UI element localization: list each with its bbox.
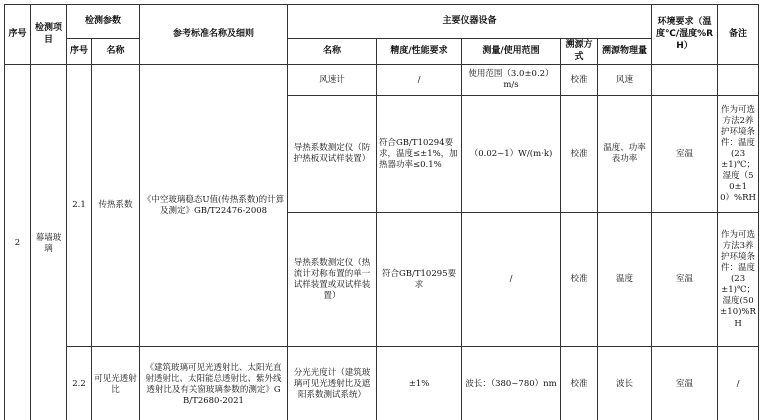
environment-value: 室温 bbox=[652, 213, 718, 347]
range-value: （0.02~1）W/(m·k) bbox=[462, 96, 561, 213]
header-param-serial: 序号 bbox=[67, 39, 92, 65]
instrument-name: 导热系数测定仪（防护热板双试样装置） bbox=[288, 96, 377, 213]
header-param-name: 名称 bbox=[92, 39, 140, 65]
row-item: 幕墙玻璃 bbox=[31, 65, 67, 420]
param-serial: 2.2 bbox=[67, 347, 92, 420]
precision-value: ±1% bbox=[377, 347, 462, 420]
range-value: 波长：（380~780）nm bbox=[462, 347, 561, 420]
header-precision: 精度/性能要求 bbox=[377, 39, 462, 65]
trace-quantity: 风速 bbox=[598, 65, 652, 96]
standards-table bbox=[4, 4, 759, 420]
header-param-group: 检测参数 bbox=[67, 5, 140, 39]
precision-value: 符合GB/T10294要求，温度≤±1%，加热器功率≤0.1% bbox=[377, 96, 462, 213]
header-range: 测量/使用范围 bbox=[462, 39, 561, 65]
header-trace-method: 溯源方式 bbox=[561, 39, 598, 65]
instrument-name: 导热系数测定仪（热流计对称布置的单一试样装置或双试样装置） bbox=[288, 213, 377, 347]
remark-value bbox=[718, 65, 759, 96]
trace-method: 校准 bbox=[561, 96, 598, 213]
table-row bbox=[5, 65, 759, 96]
instrument-name: 风速计 bbox=[288, 65, 377, 96]
standard-text: 《建筑玻璃可见光透射比、太阳光直射透射比、太阳能总透射比、紫外线透射比及有关窗玻璃参数的测定》GB/T2680-2021 bbox=[140, 347, 288, 420]
trace-quantity: 温度 bbox=[598, 213, 652, 347]
trace-method: 校准 bbox=[561, 213, 598, 347]
header-item: 检测项目 bbox=[31, 5, 67, 65]
header-row-2 bbox=[5, 39, 759, 65]
header-standard: 参考标准名称及细则 bbox=[140, 5, 288, 65]
header-instruments: 主要仪器设备 bbox=[288, 5, 652, 39]
remark-value: / bbox=[718, 347, 759, 420]
standard-text: 《中空玻璃稳态U值(传热系数)的计算及测定》GB/T22476-2008 bbox=[140, 65, 288, 347]
precision-value: 符合GB/T10295要求 bbox=[377, 213, 462, 347]
param-name: 传热系数 bbox=[92, 65, 140, 347]
param-serial: 2.1 bbox=[67, 65, 92, 347]
environment-value: 室温 bbox=[652, 96, 718, 213]
trace-method: 校准 bbox=[561, 347, 598, 420]
range-value: / bbox=[462, 213, 561, 347]
range-value: 使用范围（3.0±0.2）m/s bbox=[462, 65, 561, 96]
trace-quantity: 温度、功率表功率 bbox=[598, 96, 652, 213]
header-inst-name: 名称 bbox=[288, 39, 377, 65]
header-remark: 备注 bbox=[718, 5, 759, 65]
remark-value: 作为可选方法2养护环境条件：温度(23±1)℃；湿度（50±10）%RH bbox=[718, 96, 759, 213]
trace-method: 校准 bbox=[561, 65, 598, 96]
environment-value: 室温 bbox=[652, 347, 718, 420]
environment-value bbox=[652, 65, 718, 96]
trace-quantity: 波长 bbox=[598, 347, 652, 420]
param-name: 可见光透射比 bbox=[92, 347, 140, 420]
header-serial: 序号 bbox=[5, 5, 31, 65]
row-serial: 2 bbox=[5, 65, 31, 420]
table-row bbox=[5, 347, 759, 420]
header-trace-quantity: 溯源物理量 bbox=[598, 39, 652, 65]
instrument-name: 分光光度计（建筑玻璃可见光透射比及遮阳系数测试系统） bbox=[288, 347, 377, 420]
remark-value: 作为可选方法3养护环境条件：温度(23±1)℃；湿度(50±10)%RH bbox=[718, 213, 759, 347]
header-environment: 环境要求（温度℃/湿度%RH） bbox=[652, 5, 718, 65]
precision-value: / bbox=[377, 65, 462, 96]
header-row-1 bbox=[5, 5, 759, 39]
